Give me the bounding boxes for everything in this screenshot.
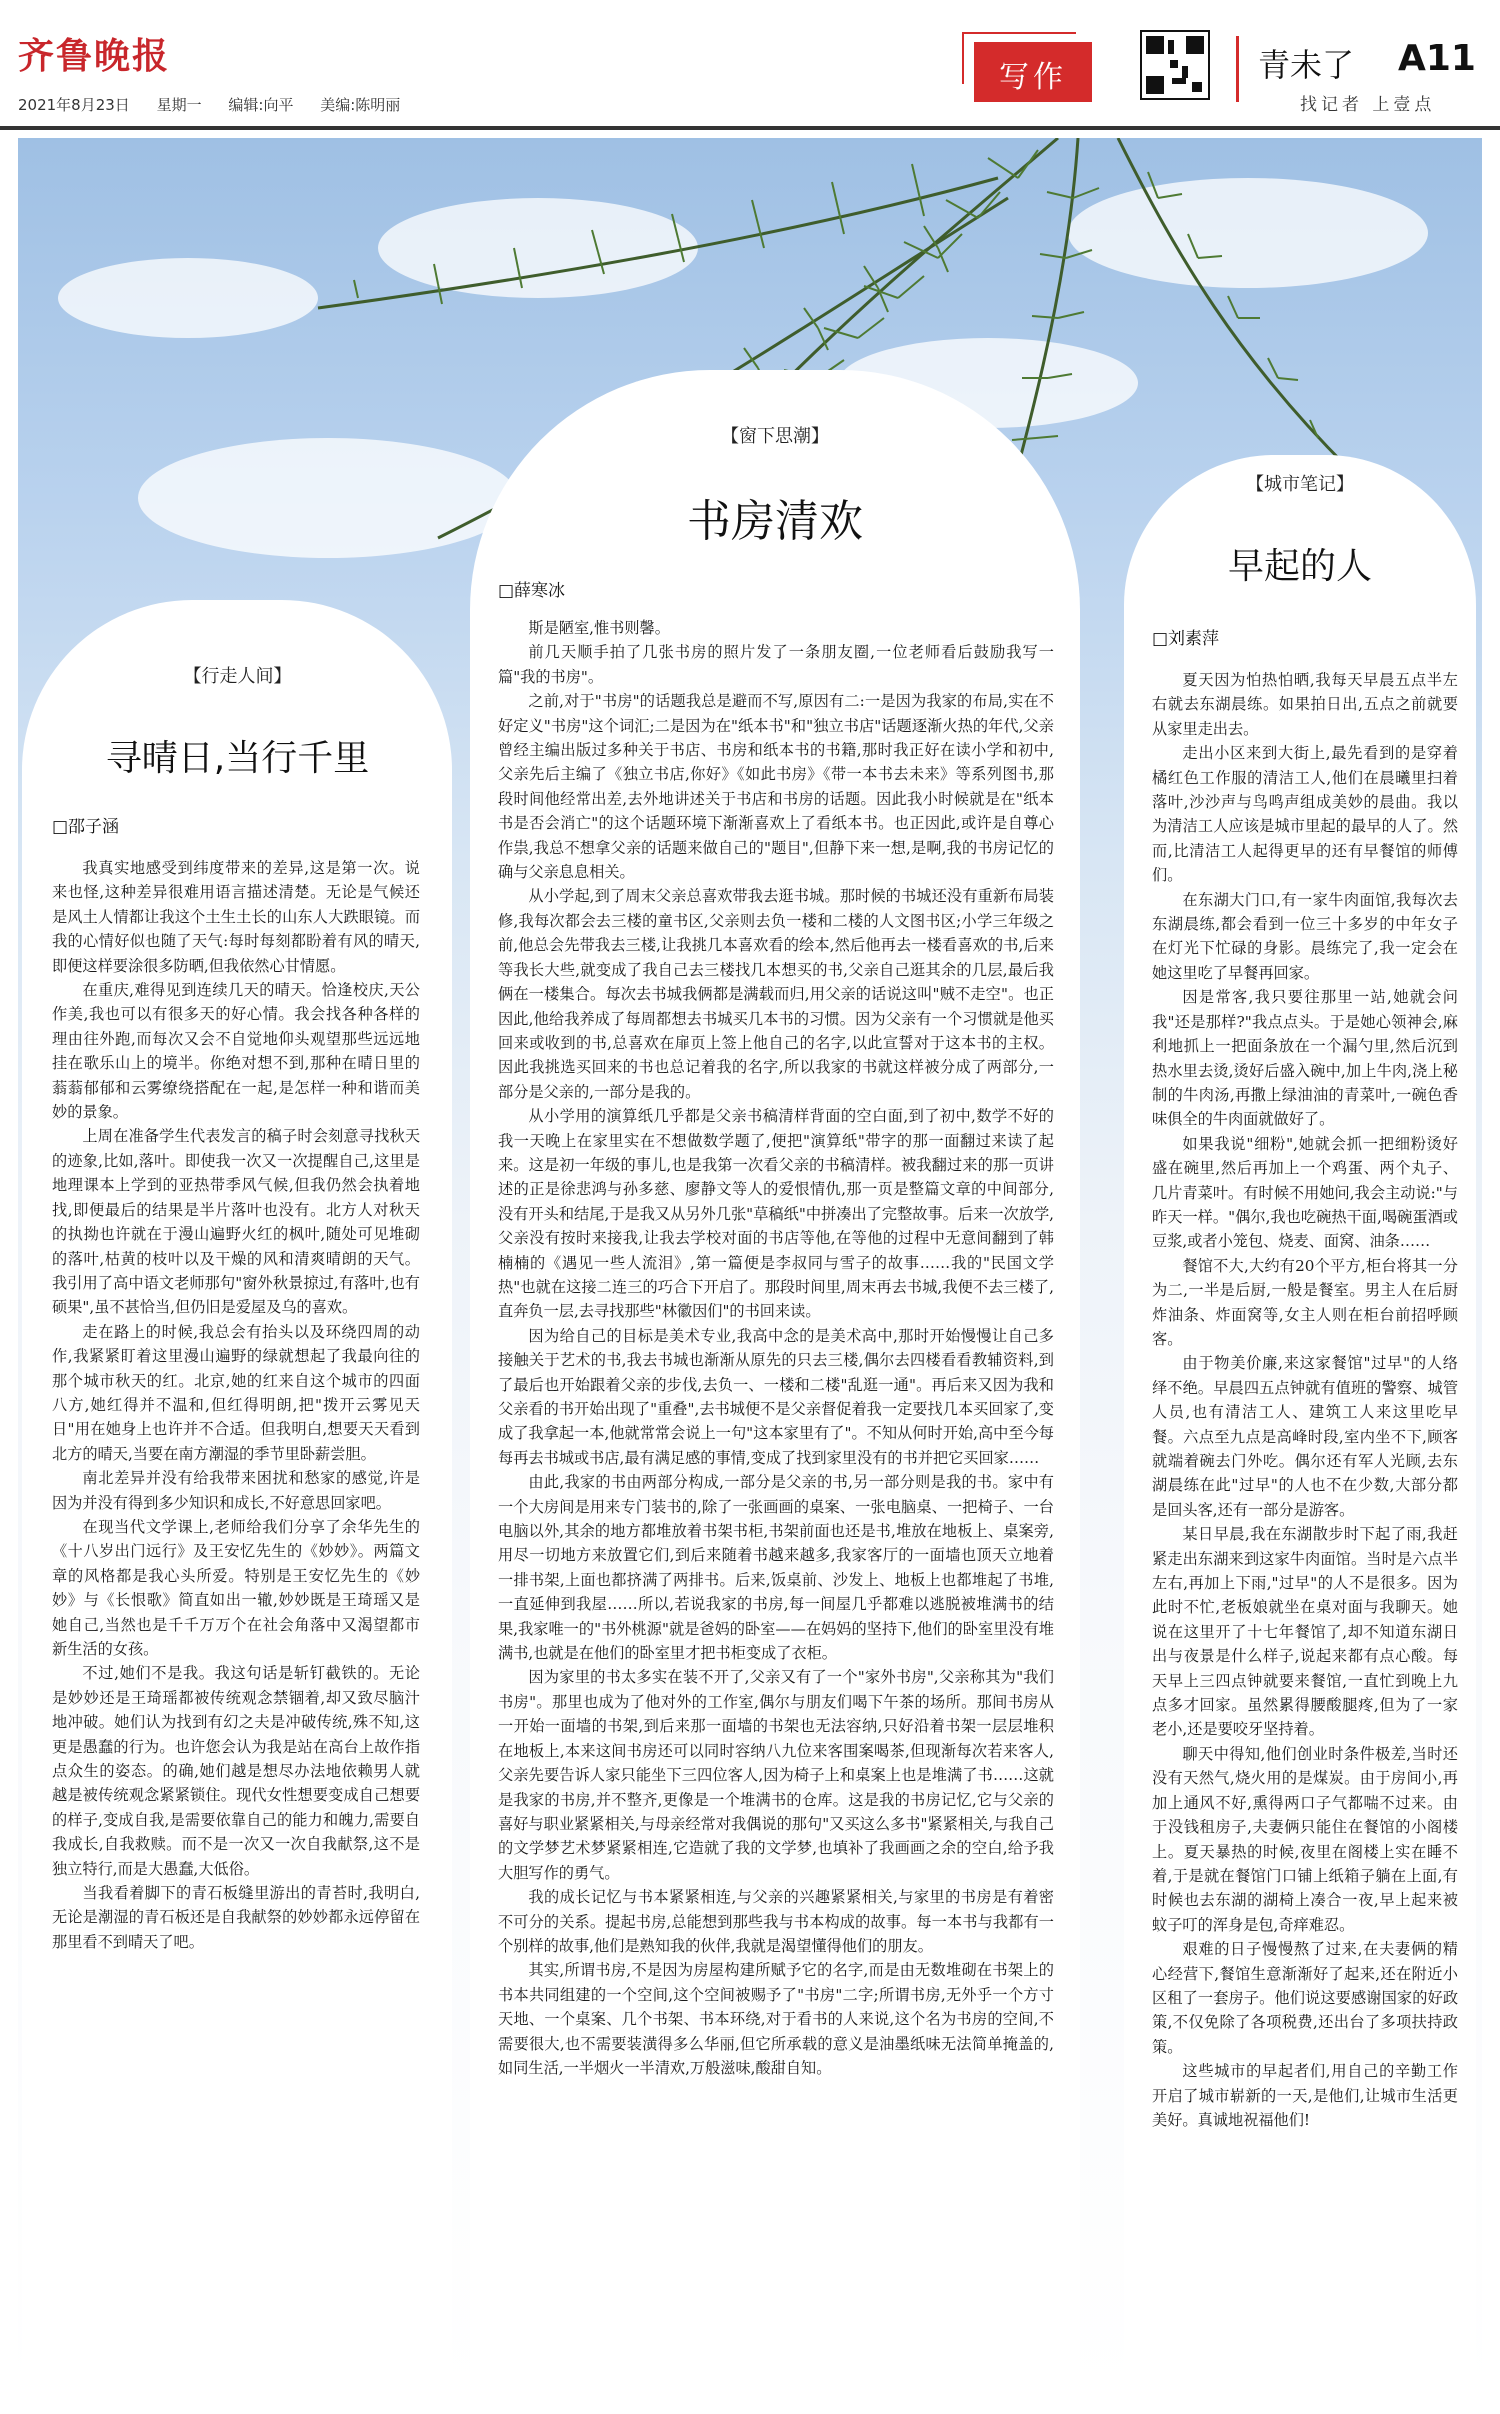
article-2-paragraph: 由此,我家的书由两部分构成,一部分是父亲的书,另一部分则是我的书。家中有一个大房间是用来专门装书的,除了一张画画的桌案、一张电脑桌、一把椅子、一台电脑以外,其余的地方都堆放着书架书柜,书架前面也还是书,堆放在地板上、桌案旁,用尽一切地方来放置它们,到后来随着书越来越多,我家客厅的一面墙也顶天立地着一排书架,上面也都挤满了两排书。后来,饭桌前、沙发上、地板上也都堆起了书堆,一直延伸到我屋……所以,若说我家的书房,每一间屋几乎都难以逃脱被堆满书的结果,我家唯一的"书外桃源"就是爸妈的卧室——在妈妈的坚持下,他们的卧室里没有堆满书,也就是在他们的卧室里才把书柜变成了衣柜。 — [498, 1473, 1054, 1663]
article-1-paragraph: 走在路上的时候,我总会有抬头以及环绕四周的动作,我紧紧盯着这里漫山遍野的绿就想起了我最向往的那个城市秋天的红。北京,她的红来自这个城市的四面八方,她红得并不温和,但红得明朗,把"拨开云雾见天日"用在她身上也许并不合适。但我明白,想要天天看到北方的晴天,当要在南方潮湿的季节里卧薪尝胆。 — [52, 1322, 420, 1463]
article-3-body — [1152, 668, 1458, 2374]
article-2-paragraph: 从小学用的演算纸几乎都是父亲书稿清样背面的空白面,到了初中,数学不好的我一天晚上在家里实在不想做数学题了,便把"演算纸"带字的那一面翻过来读了起来。这是初一年级的事儿,也是我第一次看父亲的书稿清样。被我翻过来的那一页讲述的正是徐悲鸿与孙多慈、廖静文等人的爱恨情仇,那一页是整篇文章的中间部分,没有开头和结尾,于是我又从另外几张"草稿纸"中拼凑出了完整故事。后来一次放学,父亲没有按时来接我,让我去学校对面的书店等他,在等他的过程中无意间翻到了韩楠楠的《遇见一些人流泪》,第一篇便是李叔同与雪子的故事……我的"民国文学热"也就在这接二连三的巧合下开启了。那段时间里,周末再去书城,我便不去三楼了,直奔负一层,去寻找那些"林徽因们"的书回来读。 — [498, 1107, 1054, 1321]
article-2-paragraph: 斯是陋室,惟书则馨。 — [528, 619, 670, 637]
article-2-paragraph: 其实,所谓书房,不是因为房屋构建所赋予它的名字,而是由无数堆砌在书架上的书本共同组建的一个空间,这个空间被赐予了"书房"二字;所谓书房,无外乎一个方寸天地、一个桌案、几个书架、书本环绕,对于看书的人来说,这个名为书房的空间,不需要很大,也不需要装潢得多么华丽,但它所承载的意义是油墨纸味无法简单掩盖的,如同生活,一半烟火一半清欢,万般滋味,酸甜自知。 — [498, 1961, 1054, 2077]
article-2-body — [498, 616, 1054, 2374]
article-2-paragraph: 前几天顺手拍了几张书房的照片发了一条朋友圈,一位老师看后鼓励我写一篇"我的书房"。 — [498, 643, 1054, 686]
article-1-paragraph: 南北差异并没有给我带来困扰和愁家的感觉,许是因为并没有得到多少知识和成长,不好意思回家吧。 — [52, 1469, 420, 1512]
article-2-paragraph: 因为家里的书太多实在装不开了,父亲又有了一个"家外书房",父亲称其为"我们书房"。那里也成为了他对外的工作室,偶尔与朋友们喝下午茶的场所。那间书房从一开始一面墙的书架,到后来那一面墙的书架也无法容纳,只好沿着书架一层层堆积在地板上,本来这间书房还可以同时容纳八九位来客围案喝茶,但现渐每次若来客人,父亲先要告诉人家只能坐下三四位客人,因为椅子上和桌案上也是堆满了书……这就是我家的书房,并不整齐,更像是一个堆满书的仓库。这是我的书房记忆,它与父亲的喜好与职业紧紧相关,与母亲经常对我偶说的那句"又买这么多书"紧紧相关,与我自己的文学梦艺术梦紧紧相连,它造就了我的文学梦,也填补了我画画之余的空白,给予我大胆写作的勇气。 — [498, 1668, 1054, 1882]
article-3-paragraph: 如果我说"细粉",她就会抓一把细粉烫好盛在碗里,然后再加上一个鸡蛋、两个丸子、几片青菜叶。有时候不用她问,我会主动说:"与昨天一样。"偶尔,我也吃碗热干面,喝碗蛋酒或豆浆,或者小笼包、烧麦、面窝、油条…… — [1152, 1134, 1458, 1251]
article-3-paragraph: 在东湖大门口,有一家牛肉面馆,我每次去东湖晨练,都会看到一位三十多岁的中年女子在灯光下忙碌的身影。晨练完了,我一定会在她这里吃了早餐再回家。 — [1152, 890, 1458, 982]
article-2-paragraph: 之前,对于"书房"的话题我总是避而不写,原因有二:一是因为我家的布局,实在不好定义"书房"这个词汇;二是因为在"纸本书"和"独立书店"话题逐渐火热的年代,父亲曾经主编出版过多种关于书店、书房和纸本书的书籍,那时我正好在读小学和初中,父亲先后主编了《独立书店,你好》《如此书房》《带一本书去未来》等系列图书,那段时间他经常出差,去外地讲述关于书店和书房的话题。因此我小时候就是在"纸本书是否会消亡"的这个话题环境下渐渐喜欢上了看纸本书。也正因此,或许是自尊心作祟,我总不想拿父亲的话题来做自己的"题目",但静下来一想,是啊,我的书房记忆的确与父亲息息相关。 — [498, 692, 1054, 882]
article-1-paragraph: 在现当代文学课上,老师给我们分享了余华先生的《十八岁出门远行》及王安忆先生的《妙妙》。两篇文章的风格都是我心头所爱。特别是王安忆先生的《妙妙》与《长恨歌》简直如出一辙,妙妙既是王琦瑶又是她自己,当然也是千千万万个在社会角落中又渴望都市新生活的女孩。 — [52, 1517, 420, 1658]
article-1-paragraph: 在重庆,难得见到连续几天的晴天。恰逢校庆,天公作美,我也可以有很多天的好心情。我会找各种各样的理由往外跑,而每次又会不自觉地仰头观望那些远远地挂在歌乐山上的境半。你绝对想不到,那种在晴日里的蓊蓊郁郁和云雾缭绕搭配在一起,是怎样一种和谐而美妙的景象。 — [52, 981, 420, 1122]
masthead — [0, 0, 1500, 130]
article-2-paragraph: 从小学起,到了周末父亲总喜欢带我去逛书城。那时候的书城还没有重新布局装修,我每次都会去三楼的童书区,父亲则去负一楼和二楼的人文图书区;小学三年级之前,他总会先带我去三楼,让我挑几本喜欢看的绘本,然后他再去一楼看喜欢的书,后来等我长大些,就变成了我自己去三楼找几本想买的书,父亲自己逛其余的几层,最后我俩在一楼集合。每次去书城我俩都是满载而归,用父亲的话说这叫"贼不走空"。也正因此,他给我养成了每周都想去书城买几本书的习惯。因为父亲有一个习惯就是他买回来或收到的书,总喜欢在扉页上签上他自己的名字,以此宣誓对于这本书的主权。因此我挑选买回来的书也总记着我的名字,所以我家的书就这样被分成了两部分,一部分是父亲的,一部分是我的。 — [498, 887, 1054, 1101]
designer-credit: 美编:陈明丽 — [320, 96, 401, 114]
article-1-author: □邵子涵 — [52, 817, 120, 837]
article-3-paragraph: 走出小区来到大街上,最先看到的是穿着橘红色工作服的清洁工人,他们在晨曦里扫着落叶,沙沙声与鸟鸣声组成美妙的晨曲。我以为清洁工人应该是城市里起的最早的人了。然而,比清洁工人起得更早的还有早餐馆的师傅们。 — [1152, 744, 1458, 885]
column-name: 青未了 — [1258, 46, 1355, 84]
article-2-kicker: 【窗下思潮】 — [721, 426, 829, 447]
issue-date: 2021年8月23日 — [18, 96, 130, 114]
article-3-paragraph: 艰难的日子慢慢熬了过来,在夫妻俩的精心经营下,餐馆生意渐渐好了起来,还在附近小区租了一套房子。他们说这要感谢国家的好政策,不仅免除了各项税费,还出台了多项扶持政策。 — [1152, 1940, 1458, 2056]
article-1-title: 寻晴日,当行千里 — [105, 738, 370, 779]
page-number: A11 — [1398, 38, 1476, 79]
article-2-title: 书房清欢 — [687, 496, 863, 547]
article-1-body — [52, 856, 420, 2374]
article-3-author: □刘素萍 — [1152, 629, 1220, 649]
article-3-paragraph: 由于物美价廉,来这家餐馆"过早"的人络绎不绝。早晨四五点钟就有值班的警察、城管人员,也有清洁工人、建筑工人来这里吃早餐。六点至九点是高峰时段,室内坐不下,顾客就端着碗去门外吃。偶尔还有军人光顾,去东湖晨练在此"过早"的人也不在少数,大部分都是回头客,还有一部分是游客。 — [1152, 1354, 1458, 1519]
section-badge — [974, 42, 1092, 102]
article-2-author: □薛寒冰 — [498, 581, 566, 601]
weekday: 星期一 — [156, 96, 202, 114]
article-3-kicker: 【城市笔记】 — [1246, 474, 1354, 495]
article-2-paragraph: 因为给自己的目标是美术专业,我高中念的是美术高中,那时开始慢慢让自己多接触关于艺术的书,我去书城也渐渐从原先的只去三楼,偶尔去四楼看看教辅资料,到了最后也开始跟着父亲的步伐,去负一、一楼和二楼"乱逛一通"。再后来又因为我和父亲看的书开始出现了"重叠",去书城便不是父亲督促着我一定要找几本买回家了,变成了我拿起一本,他就常常会说上一句"这本家里有了"。不知从何时开始,高中至今每每再去书城或书店,最有满足感的事情,变成了找到家里没有的书并把它买回家…… — [498, 1326, 1054, 1467]
dateline — [18, 94, 422, 115]
article-3-paragraph: 夏天因为怕热怕晒,我每天早晨五点半左右就去东湖晨练。如果拍日出,五点之前就要从家里走出去。 — [1152, 671, 1458, 738]
newspaper-logo: 齐鲁晚报 — [18, 35, 171, 77]
article-3-paragraph: 这些城市的早起者们,用自己的辛勤工作开启了城市崭新的一天,是他们,让城市生活更美好。真诚地祝福他们! — [1152, 2062, 1458, 2129]
article-3-paragraph: 某日早晨,我在东湖散步时下起了雨,我赶紧走出东湖来到这家牛肉面馆。当时是六点半左右,再加上下雨,"过早"的人不是很多。因为此时不忙,老板娘就坐在桌对面与我聊天。她说在这里开了十七年餐馆了,却不知道东湖日出与夜景是什么样子,说起来都有点心酸。每天早上三四点钟就要来餐馆,一直忙到晚上九点多才回家。虽然累得腰酸腿疼,但为了一家老小,还是要咬牙坚持着。 — [1152, 1525, 1458, 1739]
article-2-paragraph: 我的成长记忆与书本紧紧相连,与父亲的兴趣紧紧相关,与家里的书房是有着密不可分的关系。提起书房,总能想到那些我与书本构成的故事。每一本书与我都有一个别样的故事,他们是熟知我的伙伴,我就是渴望懂得他们的朋友。 — [498, 1888, 1054, 1955]
article-3-paragraph: 聊天中得知,他们创业时条件极差,当时还没有天然气,烧火用的是煤炭。由于房间小,再加上通风不好,熏得两口子气都喘不过来。由于没钱租房子,夫妻俩只能住在餐馆的小阁楼上。夏天暴热的时候,夜里在阁楼上实在睡不着,于是就在餐馆门口铺上纸箱子躺在上面,有时候也去东湖的湖椅上凑合一夜,早上起来被蚊子叮的浑身是包,奇痒难忍。 — [1152, 1744, 1458, 1934]
article-1-paragraph: 上周在准备学生代表发言的稿子时会刻意寻找秋天的迹象,比如,落叶。即使我一次又一次提醒自己,这里是地理课本上学到的亚热带季风气候,但我仍然会执着地找,即便最后的结果是半片落叶也没有。北方人对秋天的执拗也许就在于漫山遍野火红的枫叶,随处可见堆砌的落叶,枯黄的枝叶以及干燥的风和清爽晴朗的天气。我引用了高中语文老师那句"窗外秋景掠过,有落叶,也有硕果",虽不甚恰当,但仍旧是爱屋及乌的喜欢。 — [52, 1127, 420, 1317]
masthead-rule — [0, 126, 1500, 130]
article-1-paragraph: 我真实地感受到纬度带来的差异,这是第一次。说来也怪,这种差异很难用语言描述清楚。无论是气候还是风土人情都让我这个土生土长的山东人大跌眼镜。而我的心情好似也随了天气:每时每刻都盼着有风的晴天,即便这样要涂很多防晒,但我依然心甘情愿。 — [52, 859, 420, 975]
editor-credit: 编辑:向平 — [228, 96, 294, 114]
section-label: 写作 — [999, 60, 1067, 95]
article-3-title: 早起的人 — [1227, 546, 1372, 587]
divider — [1236, 36, 1239, 102]
article-3-paragraph: 因是常客,我只要往那里一站,她就会问我"还是那样?"我点点头。于是她心领神会,麻利地抓上一把面条放在一个漏勺里,然后沉到热水里去烫,烫好后盛入碗中,加上牛肉,浇上秘制的牛肉汤,再撒上绿油油的青菜叶,一碗色香味俱全的牛肉面就做好了。 — [1152, 988, 1458, 1129]
article-1-paragraph: 不过,她们不是我。我这句话是斩钉截铁的。无论是妙妙还是王琦瑶都被传统观念禁锢着,却又致尽脑汁地冲破。她们认为找到有幻之夫是冲破传统,殊不知,这更是愚蠢的行为。也许您会认为我是站在高台上故作指点众生的姿态。的确,她们越是想尽办法地依赖男人就越是被传统观念紧紧锁住。现代女性想要变成自己想要的样子,变成自我,是需要依靠自己的能力和魄力,需要自我成长,自我救赎。而不是一次又一次自我献祭,这不是独立特行,而是大愚蠢,大低俗。 — [52, 1664, 420, 1878]
article-1-paragraph: 当我看着脚下的青石板缝里游出的青苔时,我明白,无论是潮湿的青石板还是自我献祭的妙妙都永远停留在那里看不到晴天了吧。 — [52, 1884, 420, 1951]
slogan: 找记者 上壹点 — [1300, 95, 1436, 115]
article-1-kicker: 【行走人间】 — [183, 666, 292, 687]
article-3-paragraph: 餐馆不大,大约有20个平方,柜台将其一分为二,一半是后厨,一般是餐室。男主人在后厨炸油条、炸面窝等,女主人则在柜台前招呼顾客。 — [1152, 1256, 1458, 1348]
qr-code-icon — [1140, 30, 1210, 100]
